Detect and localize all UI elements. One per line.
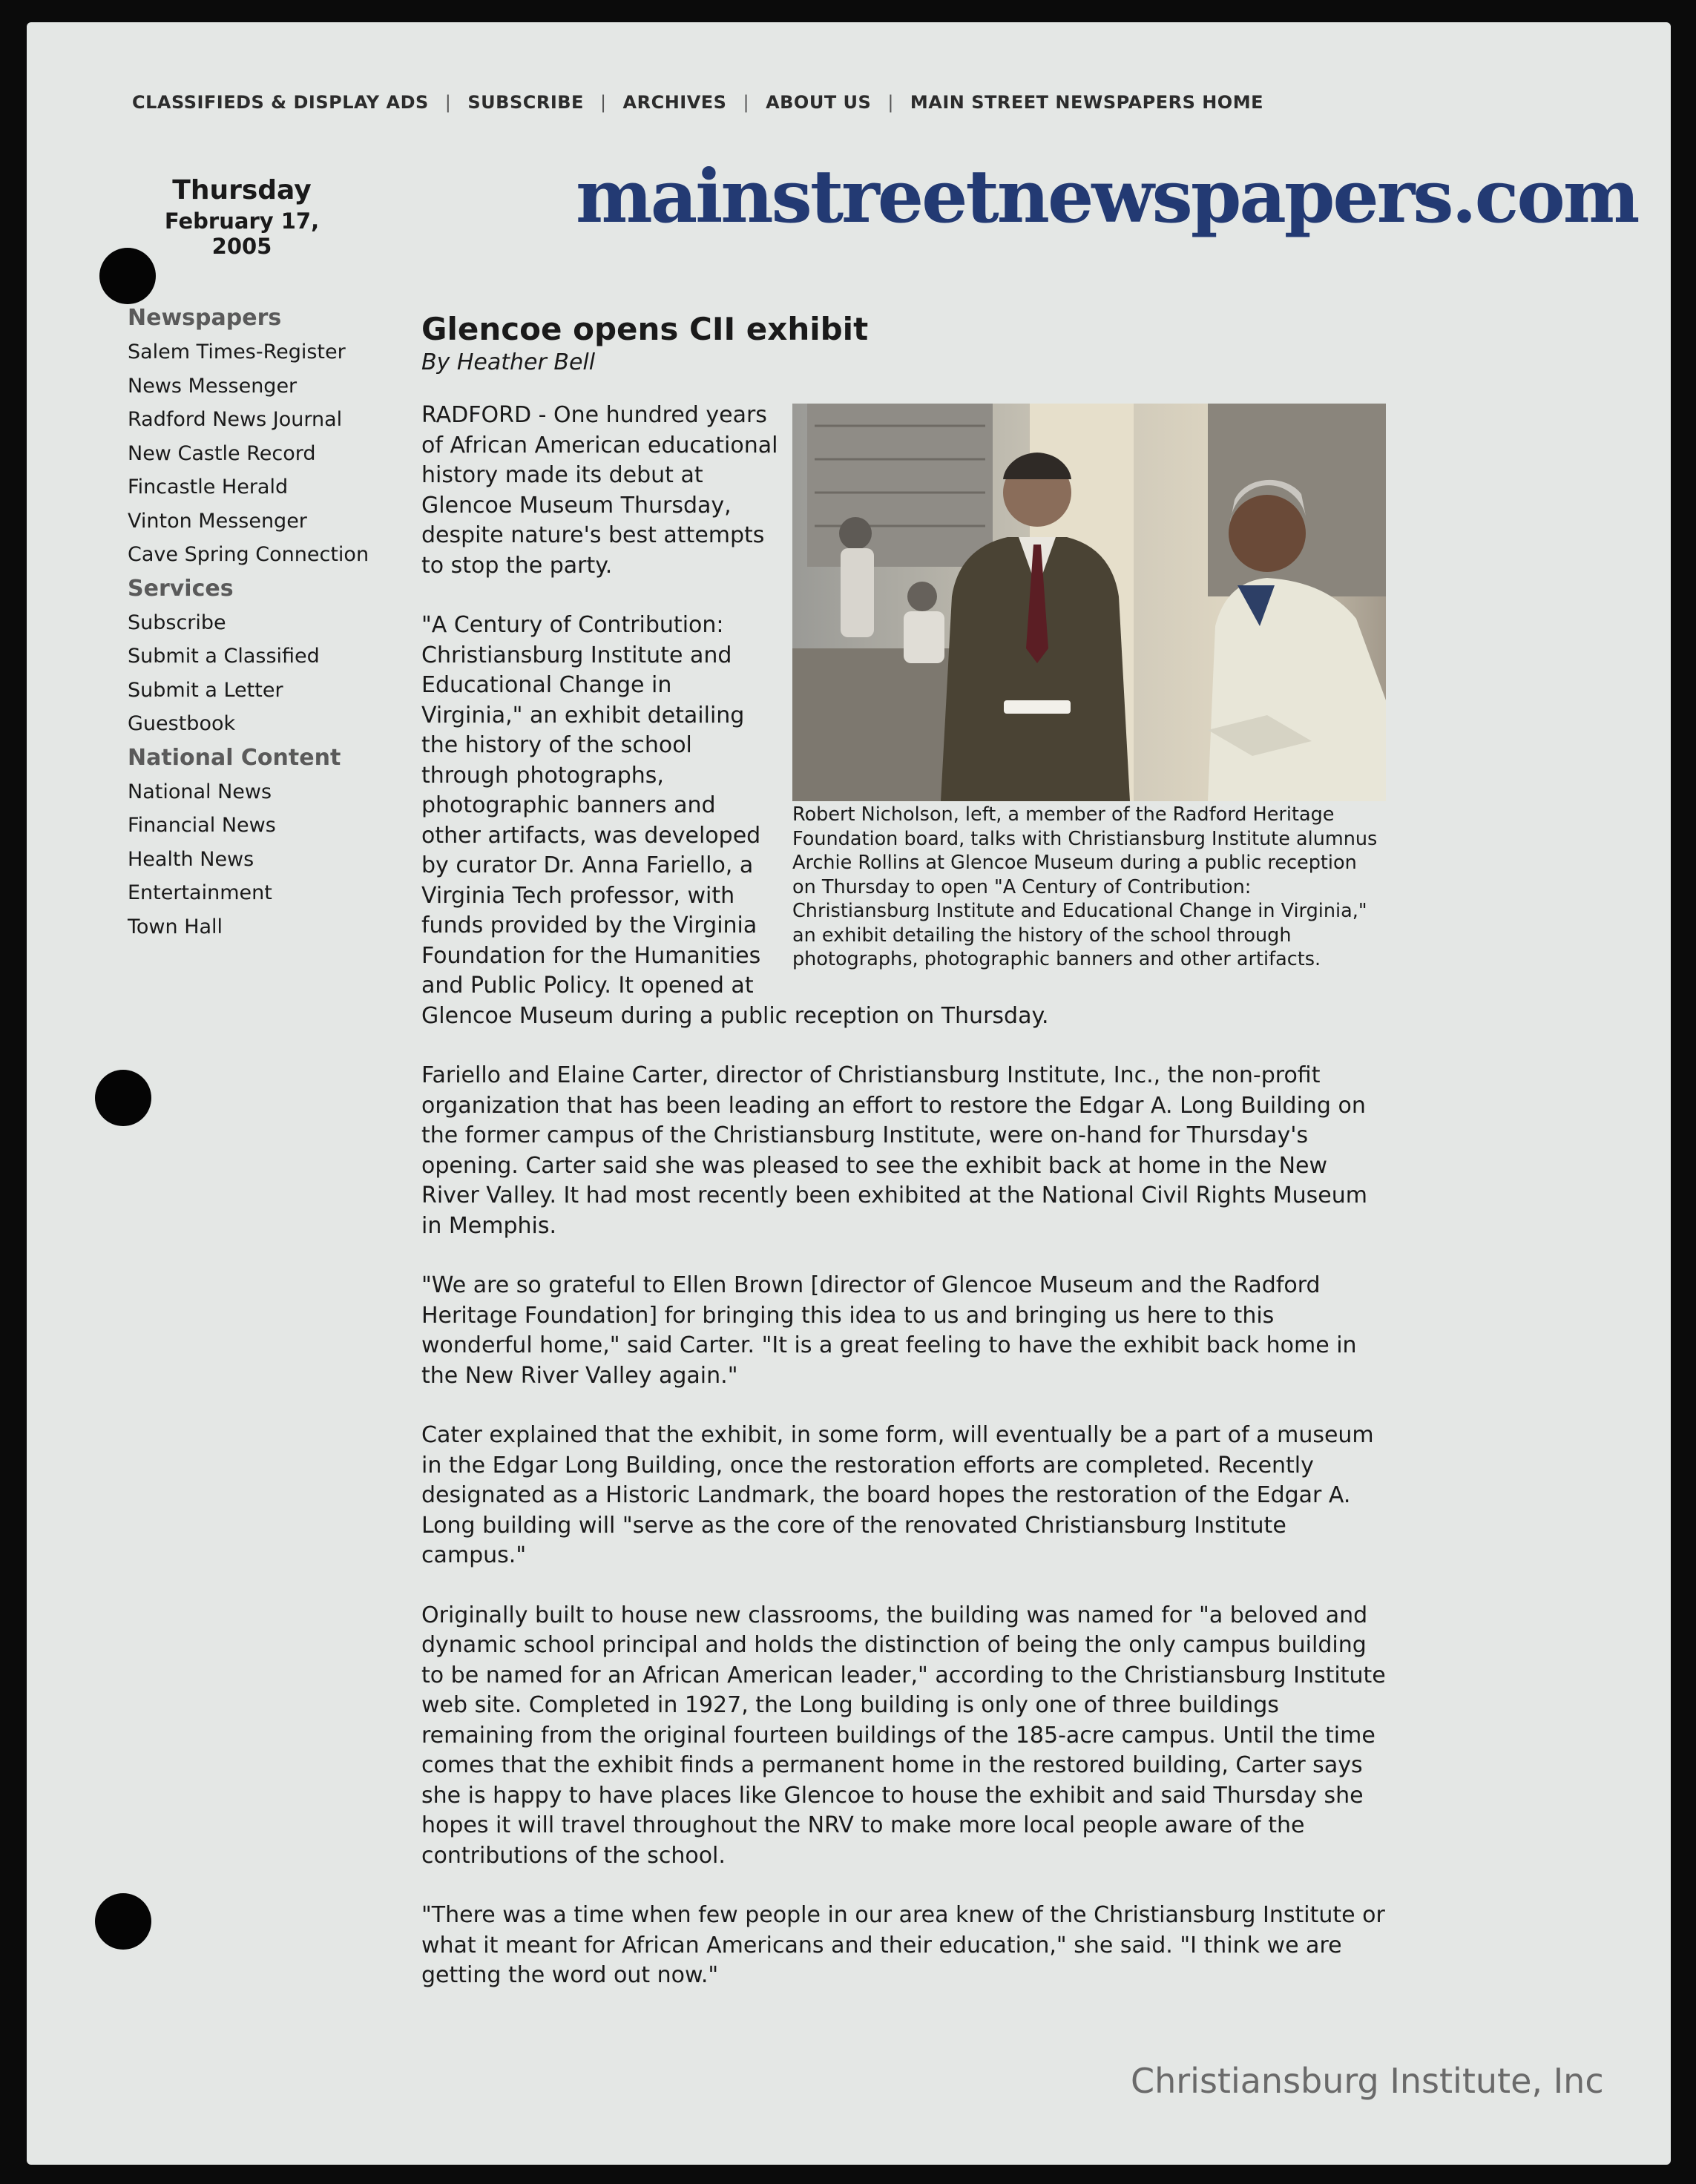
sidebar-link[interactable]: Guestbook xyxy=(128,712,236,735)
article-photo xyxy=(792,404,1386,801)
sidebar-link[interactable]: New Castle Record xyxy=(128,441,316,465)
sidebar-heading-national-content: National Content xyxy=(128,744,341,771)
date-day: Thursday xyxy=(172,175,312,205)
nav-link-classifieds[interactable]: CLASSIFIEDS & DISPLAY ADS xyxy=(132,92,429,113)
nav-link-archives[interactable]: ARCHIVES xyxy=(622,92,727,113)
article-paragraph: "We are so grateful to Ellen Brown [director of Glencoe Museum and the Radford Heritage Foundation] for bringing this idea to us and bringing us here to this wonderful home," said Carter. "It is a great feeling to have the exhibit back home in the New River Valley again." xyxy=(421,1272,1357,1389)
nav-separator: | xyxy=(444,92,452,113)
binder-hole xyxy=(95,1893,151,1950)
article-byline: By Heather Bell xyxy=(421,349,596,375)
sidebar-link[interactable]: Financial News xyxy=(128,814,276,837)
article-figure xyxy=(792,404,1386,972)
sidebar-link[interactable]: Salem Times-Register xyxy=(128,341,346,364)
binder-hole xyxy=(95,1070,151,1126)
article-paragraph: "There was a time when few people in our area knew of the Christiansburg Institute or what it meant for African Americans and their education," she said. "I think we are getting the word out now." xyxy=(421,1902,1385,1988)
sidebar-link[interactable]: Entertainment xyxy=(128,881,272,904)
sidebar xyxy=(128,301,372,944)
sidebar-heading-services: Services xyxy=(128,575,234,602)
sidebar-link[interactable]: News Messenger xyxy=(128,374,298,398)
sidebar-link[interactable]: Subscribe xyxy=(128,611,226,634)
sidebar-link[interactable]: National News xyxy=(128,780,272,803)
article xyxy=(421,310,1386,2021)
nav-link-about-us[interactable]: ABOUT US xyxy=(766,92,872,113)
article-paragraph: Fariello and Elaine Carter, director of Christiansburg Institute, Inc., the non-profit organization that has been leading an effort to restore the Edgar A. Long Building on the former campus of the Christiansburg Institute, were on-hand for Thursday's opening. Carter said she was pleased to see the exhibit back at home in the New River Valley. It had most recently been exhibited at the National Civil Rights Museum in Memphis. xyxy=(421,1062,1367,1239)
document-page xyxy=(27,22,1671,2165)
article-body xyxy=(421,401,1386,1991)
nav-link-home[interactable]: MAIN STREET NEWSPAPERS HOME xyxy=(910,92,1263,113)
article-paragraph: Cater explained that the exhibit, in some form, will eventually be a part of a museum in the Edgar Long Building, once the restoration efforts are completed. Recently designated as a Historic Landmark, the board hopes the restoration of the Edgar A. Long building will "serve as the core of the renovated Christiansburg Institute campus." xyxy=(421,1422,1374,1568)
sidebar-link[interactable]: Cave Spring Connection xyxy=(128,543,369,566)
article-paragraph: Originally built to house new classrooms, the building was named for "a beloved and dynamic school principal and holds the distinction of being the only campus building to be named for an African American leader," according to the Christiansburg Institute web site. Completed in 1927, the Long building is only one of three buildings remaining from the original fourteen buildings of the 185-acre campus. Until the time comes that the exhibit finds a permanent home in the restored building, Carter says she is happy to have places like Glencoe to house the exhibit and said Thursday she hopes it will travel throughout the NRV to make more local people aware of the contributions of the school. xyxy=(421,1602,1386,1869)
publication-date xyxy=(138,175,346,259)
watermark: Christiansburg Institute, Inc xyxy=(1131,2061,1604,2101)
sidebar-link[interactable]: Submit a Classified xyxy=(128,645,320,668)
date-full: February 17, 2005 xyxy=(164,208,320,259)
nav-separator: | xyxy=(743,92,750,113)
nav-separator: | xyxy=(887,92,894,113)
sidebar-link[interactable]: Town Hall xyxy=(128,915,223,938)
site-logo[interactable]: mainstreetnewspapers.com xyxy=(576,154,1638,240)
sidebar-link[interactable]: Vinton Messenger xyxy=(128,509,307,533)
article-headline: Glencoe opens CII exhibit xyxy=(421,311,869,347)
sidebar-link[interactable]: Submit a Letter xyxy=(128,678,283,702)
sidebar-link[interactable]: Health News xyxy=(128,847,254,871)
top-navigation xyxy=(132,92,1263,113)
photo-caption: Robert Nicholson, left, a member of the Radford Heritage Foundation board, talks with Christiansburg Institute alumnus Archie Rollins at Glencoe Museum during a public reception on Thursday to open "A Century of Contribution: Christiansburg Institute and Educational Change in Virginia," an exhibit detailing the history of the school through photographs, photographic banners and other artifacts. xyxy=(792,803,1378,970)
nav-link-subscribe[interactable]: SUBSCRIBE xyxy=(467,92,584,113)
sidebar-heading-newspapers: Newspapers xyxy=(128,305,282,331)
nav-separator: | xyxy=(599,92,607,113)
article-paragraph: "A Century of Contribution: Christiansburg Institute and Educational Change in Virginia," an exhibit detailing the history of the school through photographs, photographic banners and other artifacts, was developed by curator Dr. Anna Fariello, a Virginia Tech professor, with funds provided by the Virginia Foundation for the Humanities and Public Policy. It opened at Glencoe Museum during a public reception on Thursday. xyxy=(421,612,1049,1029)
article-paragraph: RADFORD - One hundred years of African American educational history made its debut at Glencoe Museum Thursday, despite nature's best attempts to stop the party. xyxy=(421,402,778,579)
sidebar-link[interactable]: Fincastle Herald xyxy=(128,476,289,499)
sidebar-link[interactable]: Radford News Journal xyxy=(128,408,343,431)
